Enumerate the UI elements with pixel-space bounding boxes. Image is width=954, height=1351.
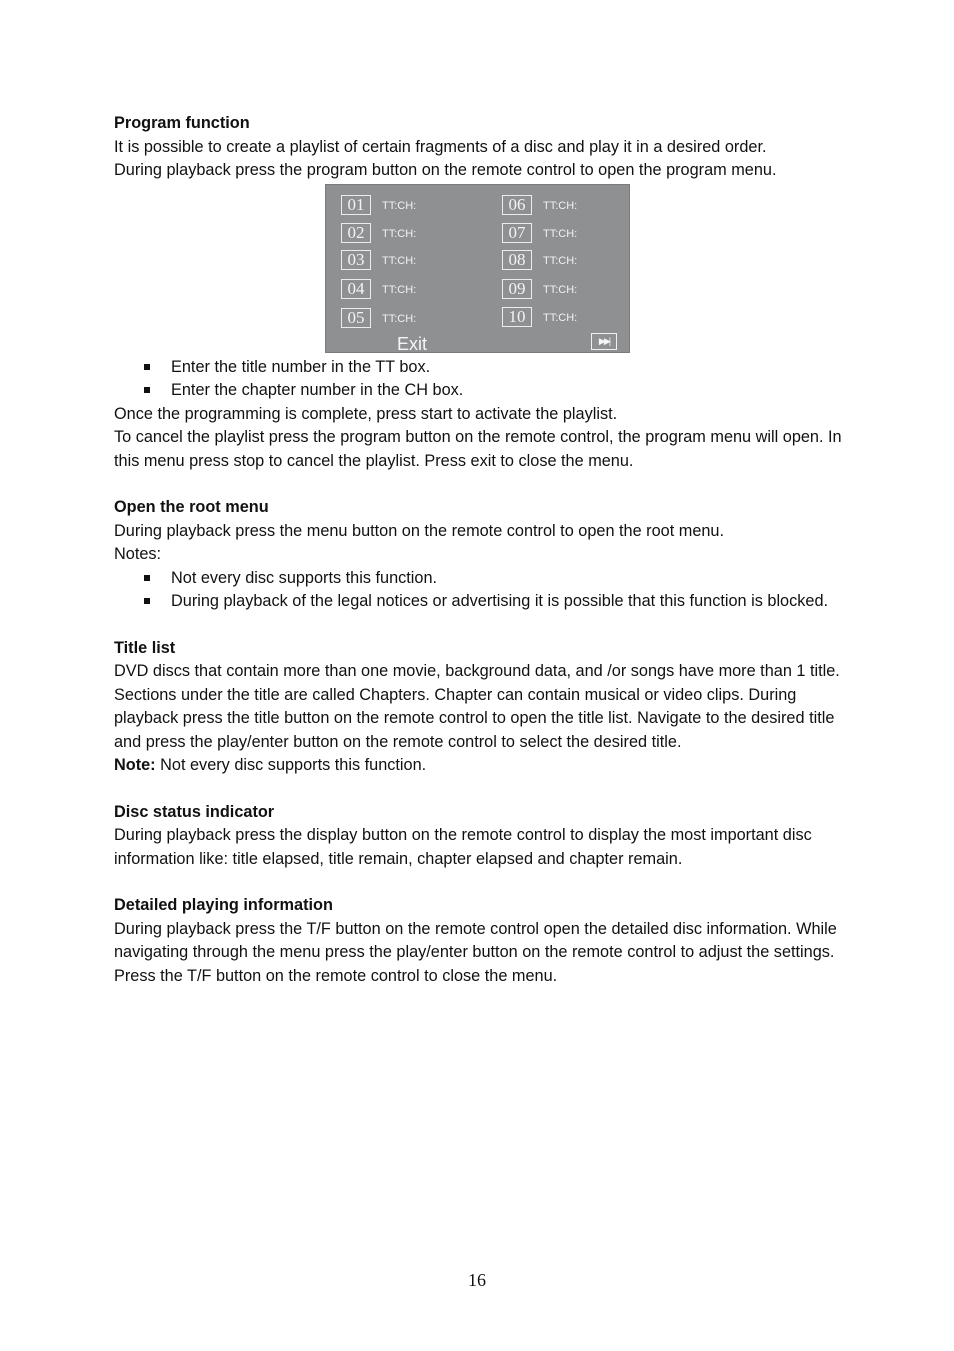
title-list-para-1: DVD discs that contain more than one movie, background data, and /or songs have more than 1 title. Sections under the title are called Chapters. Chapter can contain musical or video clips. During playback press the title button on the remote control to open the title list. Navigate to the desired title and press the play/enter button on the remote control to select the desired title. — [114, 662, 840, 751]
detailed-para-1: During playback press the T/F button on the remote control open the detailed disc information. While navigating through the menu press the play/enter button on the remote control to adjust the settings. Press the T/F button on the remote control to close the menu. — [114, 919, 837, 985]
section-heading-root-menu: Open the root menu — [114, 498, 269, 516]
list-item: During playback of the legal notices or advertising it is possible that this function is blocked. — [114, 590, 849, 614]
section-heading-detailed-info: Detailed playing information — [114, 896, 333, 914]
note-label: Note: — [114, 756, 156, 774]
program-menu-exit-label: Exit — [397, 333, 428, 354]
section-heading-disc-status: Disc status indicator — [114, 802, 275, 821]
program-menu-screenshot: 01 TT:CH: 02 TT:CH: 03 TT:CH: 04 TT:CH: 05 TT:CH: 06 TT:CH: 07 TT:CH: 08 TT:CH: 09 TT:CH: 10 TT:CH: Exit ▶▶| — [325, 184, 630, 353]
section-heading-title-list: Title list — [114, 638, 176, 657]
list-item: Enter the title number in the TT box. — [114, 356, 849, 380]
program-para-2: During playback press the program button on the remote control to open the program menu. — [114, 161, 777, 179]
program-para-1: It is possible to create a playlist of certain fragments of a disc and play it in a desired order. — [114, 137, 767, 156]
program-bullet-list — [114, 356, 849, 403]
page-number: 16 — [468, 1270, 486, 1290]
program-para-4: To cancel the playlist press the program button on the remote control, the program menu will open. In this menu press stop to cancel the playlist. Press exit to close the menu. — [114, 428, 842, 470]
title-list-note — [114, 754, 849, 778]
program-para-3: Once the programming is complete, press start to activate the playlist. — [114, 404, 618, 423]
section-heading-program: Program function — [114, 114, 250, 132]
note-text: Not every disc supports this function. — [155, 756, 427, 774]
document-body — [114, 112, 849, 988]
root-notes-label: Notes: — [114, 545, 162, 563]
disc-status-para-1: During playback press the display button on the remote control to display the most important disc information like: title elapsed, title remain, chapter elapsed and chapter remain. — [114, 826, 812, 868]
root-para-1: During playback press the menu button on the remote control to open the root menu. — [114, 521, 725, 540]
skip-next-icon: ▶▶| — [591, 333, 617, 350]
list-item: Enter the chapter number in the CH box. — [114, 379, 849, 403]
list-item: Not every disc supports this function. — [114, 567, 849, 591]
root-bullet-list — [114, 567, 849, 614]
